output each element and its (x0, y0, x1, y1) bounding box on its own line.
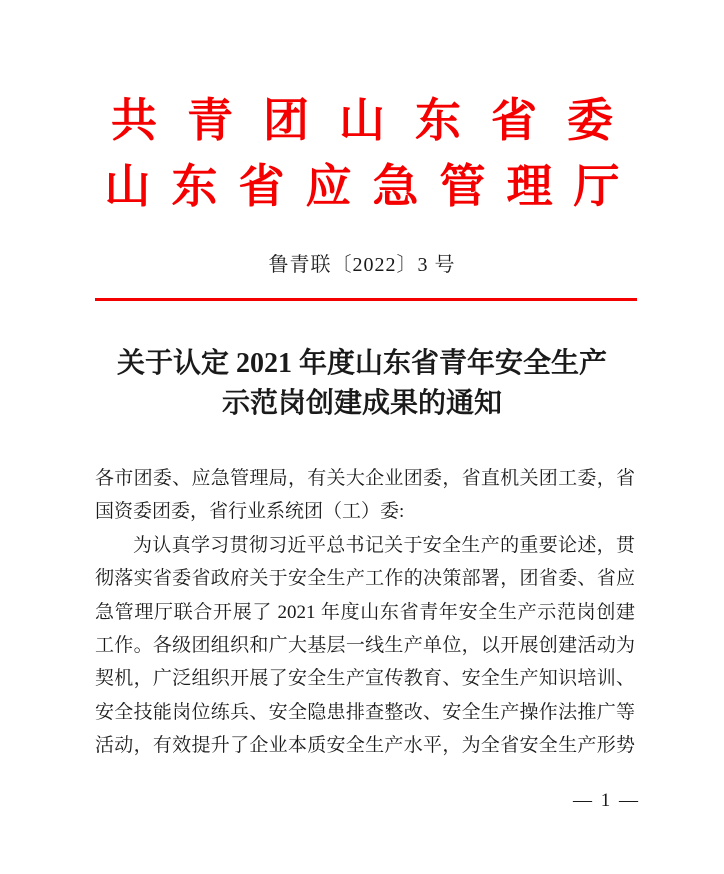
red-separator-rule (95, 298, 637, 301)
red-letterhead (0, 96, 724, 212)
body-line-paragraph-1: 为认真学习贯彻习近平总书记关于安全生产的重要论述，贯 (133, 534, 635, 556)
document-body (95, 462, 635, 763)
body-line-paragraph-5: 契机，广泛组织开展了安全生产宣传教育、安全生产知识培训、 (95, 668, 635, 690)
document-title-line-2: 示范岗创建成果的通知 (221, 388, 502, 419)
body-line-paragraph-3: 急管理厅联合开展了 2021 年度山东省青年安全生产示范岗创建 (95, 601, 635, 623)
issuing-org-line-2: 山东省应急管理厅 (104, 161, 641, 212)
body-line-paragraph-6: 安全技能岗位练兵、安全隐患排查整改、安全生产操作法推广等 (95, 701, 635, 723)
body-line-addressees-1: 各市团委、应急管理局，有关大企业团委，省直机关团工委，省 (95, 468, 635, 489)
document-title-line-1: 关于认定 2021 年度山东省青年安全生产 (116, 348, 607, 379)
body-line-paragraph-2: 彻落实省委省政府关于安全生产工作的决策部署，团省委、省应 (95, 568, 635, 590)
body-line-addressees-2: 国资委团委，省行业系统团（工）委: (95, 501, 405, 523)
document-title (0, 344, 724, 424)
page-number: — 1 — (573, 790, 640, 811)
body-line-paragraph-4: 工作。各级团组织和广大基层一线生产单位，以开展创建活动为 (95, 634, 635, 656)
issuing-org-line-1: 共青团山东省委 (111, 95, 643, 146)
document-reference-number: 鲁青联〔2022〕3 号 (268, 254, 456, 276)
body-line-paragraph-7: 活动，有效提升了企业本质安全生产水平，为全省安全生产形势 (95, 735, 635, 757)
